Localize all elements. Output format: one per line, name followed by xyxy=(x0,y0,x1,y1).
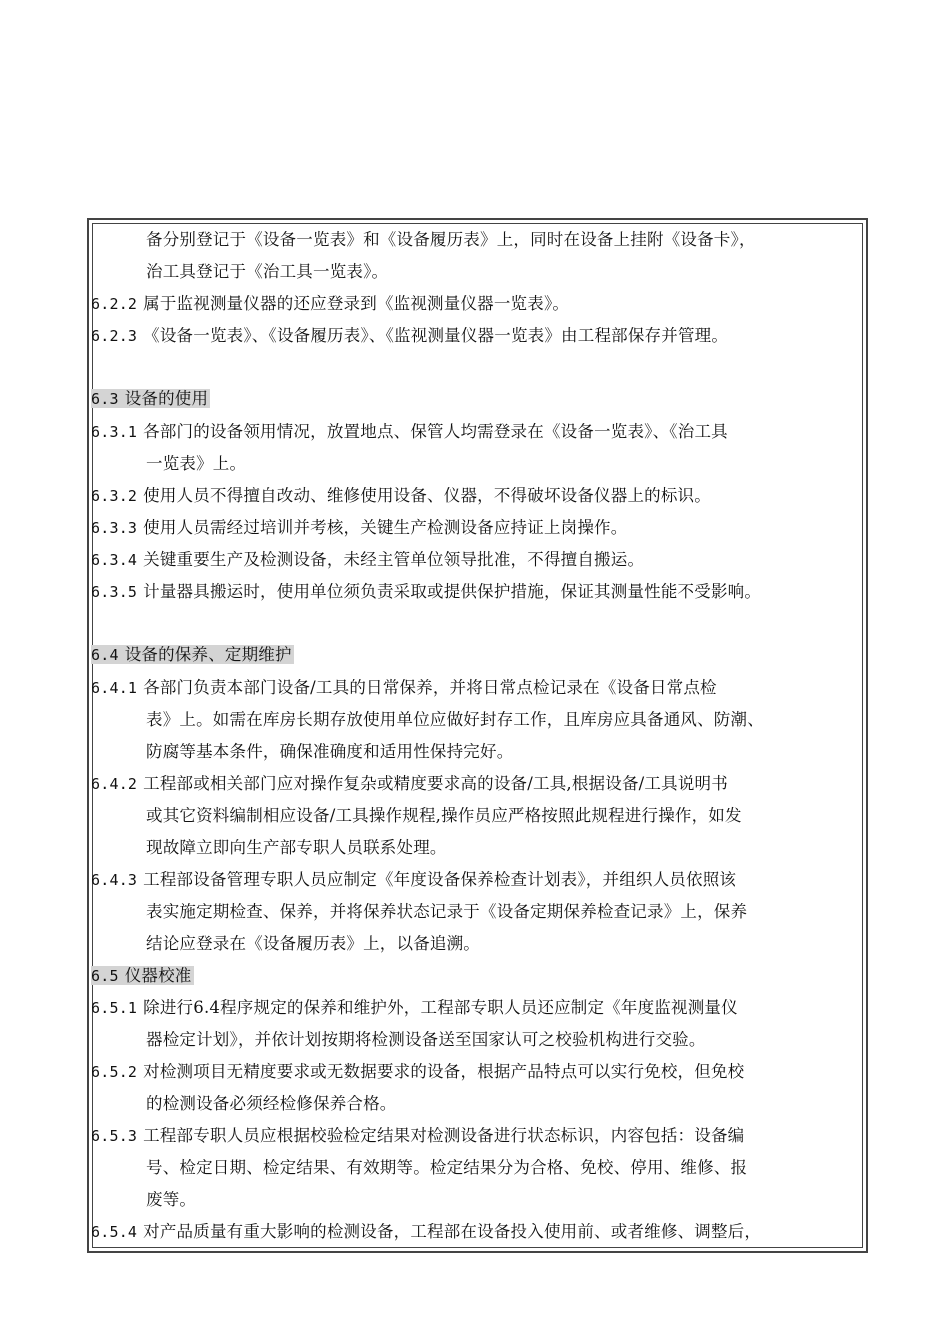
clause-6-3-3 xyxy=(91,518,627,538)
section-heading-6-3 xyxy=(91,389,210,409)
clause-6-2-2 xyxy=(91,294,569,314)
paragraph-line xyxy=(146,1190,196,1210)
clause-6-5-4 xyxy=(91,1222,761,1242)
clause-number: 6.3.5 xyxy=(91,583,138,601)
clause-6-4-3 xyxy=(91,870,736,890)
paragraph-line xyxy=(146,454,246,474)
paragraph-line xyxy=(146,806,742,826)
line-text: 对检测项目无精度要求或无数据要求的设备，根据产品特点可以实行免校，但免校 xyxy=(143,1062,745,1081)
paragraph-line xyxy=(146,1094,397,1114)
section-title: 设备的使用 xyxy=(124,389,209,408)
section-title: 仪器校准 xyxy=(124,966,192,985)
paragraph-line xyxy=(146,902,747,922)
paragraph-line xyxy=(146,230,756,250)
line-text: 器检定计划》，并依计划按期将检测设备送至国家认可之校验机构进行交验。 xyxy=(146,1030,706,1049)
line-text: 治工具登记于《治工具一览表》。 xyxy=(146,262,389,281)
line-text: 除进行6.4程序规定的保养和维护外，工程部专职人员还应制定《年度监视测量仪 xyxy=(143,998,738,1017)
clause-number: 6.3.4 xyxy=(91,551,138,569)
line-text: 计量器具搬运时，使用单位须负责采取或提供保护措施，保证其测量性能不受影响。 xyxy=(143,582,762,601)
paragraph-line xyxy=(146,1158,747,1178)
clause-number: 6.5.4 xyxy=(91,1223,138,1241)
line-text: 《设备一览表》、《设备履历表》、《监视测量仪器一览表》由工程部保存并管理。 xyxy=(143,326,729,345)
clause-6-4-2 xyxy=(91,774,728,794)
paragraph-line xyxy=(146,262,388,282)
line-text: 防腐等基本条件，确保准确度和适用性保持完好。 xyxy=(146,742,514,761)
line-text: 各部门负责本部门设备/工具的日常保养，并将日常点检记录在《设备日常点检 xyxy=(143,678,717,697)
line-text: 使用人员不得擅自改动、维修使用设备、仪器，不得破坏设备仪器上的标识。 xyxy=(143,486,711,505)
clause-6-5-2 xyxy=(91,1062,744,1082)
clause-6-3-5 xyxy=(91,582,761,602)
line-text: 结论应登录在《设备履历表》上，以备追溯。 xyxy=(146,934,480,953)
clause-number: 6.5.1 xyxy=(91,999,138,1017)
paragraph-line xyxy=(146,934,480,954)
clause-6-4-1 xyxy=(91,678,717,698)
clause-number: 6.4.3 xyxy=(91,871,138,889)
section-heading-6-4 xyxy=(91,645,294,665)
line-text: 对产品质量有重大影响的检测设备，工程部在设备投入使用前、或者维修、调整后， xyxy=(143,1222,762,1241)
paragraph-line xyxy=(146,742,513,762)
line-text: 或其它资料编制相应设备/工具操作规程,操作员应严格按照此规程进行操作，如发 xyxy=(146,806,742,825)
section-number: 6.4 xyxy=(91,646,119,664)
clause-number: 6.2.2 xyxy=(91,295,138,313)
line-text: 表》上。如需在库房长期存放使用单位应做好封存工作，且库房应具备通风、防潮、 xyxy=(146,710,764,729)
paragraph-line xyxy=(146,710,764,730)
clause-number: 6.4.1 xyxy=(91,679,138,697)
clause-6-5-1 xyxy=(91,998,738,1018)
clause-number: 6.3.2 xyxy=(91,487,138,505)
line-text: 工程部专职人员应根据校验检定结果对检测设备进行状态标识，内容包括：设备编 xyxy=(143,1126,745,1145)
line-text: 属于监视测量仪器的还应登录到《监视测量仪器一览表》。 xyxy=(143,294,570,313)
clause-number: 6.5.3 xyxy=(91,1127,138,1145)
paragraph-line xyxy=(146,1030,706,1050)
line-text: 使用人员需经过培训并考核，关键生产检测设备应持证上岗操作。 xyxy=(143,518,628,537)
section-number: 6.3 xyxy=(91,390,119,408)
line-text: 的检测设备必须经检修保养合格。 xyxy=(146,1094,397,1113)
line-text: 现故障立即向生产部专职人员联系处理。 xyxy=(146,838,447,857)
section-heading-6-5 xyxy=(91,966,194,986)
clause-number: 6.3.1 xyxy=(91,423,138,441)
clause-number: 6.3.3 xyxy=(91,519,138,537)
clause-6-2-3 xyxy=(91,326,728,346)
clause-6-3-2 xyxy=(91,486,711,506)
line-text: 一览表》上。 xyxy=(146,454,247,473)
section-number: 6.5 xyxy=(91,967,119,985)
clause-number: 6.5.2 xyxy=(91,1063,138,1081)
line-text: 工程部或相关部门应对操作复杂或精度要求高的设备/工具,根据设备/工具说明书 xyxy=(143,774,728,793)
clause-number: 6.4.2 xyxy=(91,775,138,793)
line-text: 备分别登记于《设备一览表》和《设备履历表》上，同时在设备上挂附《设备卡》， xyxy=(146,230,756,249)
clause-number: 6.2.3 xyxy=(91,327,138,345)
line-text: 号、检定日期、检定结果、有效期等。检定结果分为合格、免校、停用、维修、报 xyxy=(146,1158,748,1177)
line-text: 各部门的设备领用情况，放置地点、保管人均需登录在《设备一览表》、《治工具 xyxy=(143,422,728,441)
section-title: 设备的保养、定期维护 xyxy=(124,645,292,664)
clause-6-5-3 xyxy=(91,1126,744,1146)
clause-6-3-4 xyxy=(91,550,644,570)
line-text: 表实施定期检查、保养，并将保养状态记录于《设备定期保养检查记录》上，保养 xyxy=(146,902,748,921)
paragraph-line xyxy=(146,838,447,858)
line-text: 废等。 xyxy=(146,1190,197,1209)
clause-6-3-1 xyxy=(91,422,728,442)
line-text: 关键重要生产及检测设备，未经主管单位领导批准，不得擅自搬运。 xyxy=(143,550,645,569)
line-text: 工程部设备管理专职人员应制定《年度设备保养检查计划表》，并组织人员依照该 xyxy=(143,870,737,889)
